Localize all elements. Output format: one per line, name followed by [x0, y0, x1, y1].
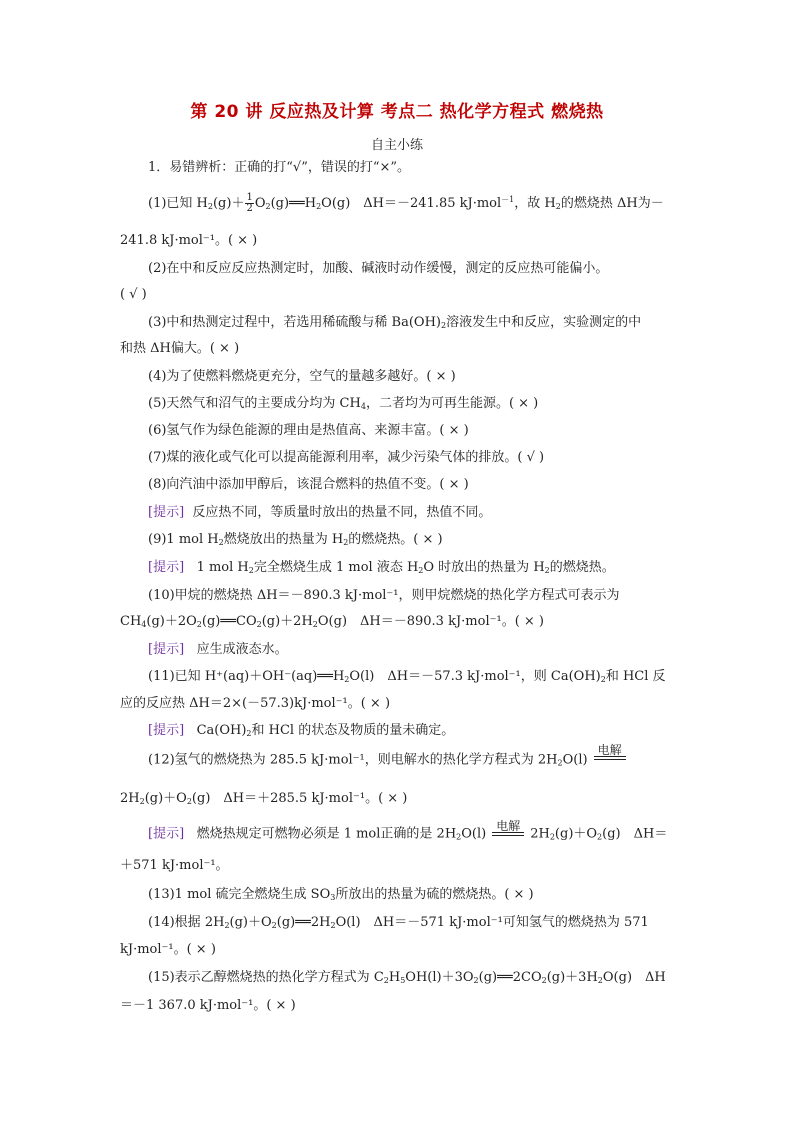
hint-label: [提示]	[148, 826, 185, 842]
hint-11: [提示] $Ca(OH)_2$和 HCl 的状态及物质的量未确定。	[148, 723, 455, 738]
question-7: (7)煤的液化或气化可以提高能源利用率，减少污染气体的排放。( √ )	[148, 450, 545, 465]
page-title: 第 20 讲 反应热及计算 考点二 热化学方程式 燃烧热	[190, 102, 604, 122]
question-5: (5)天然气和沼气的主要成分均为 $CH_4$，二者均为可再生能源。( × )	[148, 396, 539, 411]
electrolysis-arrow: 电解	[594, 744, 626, 760]
question-11-line-1: (11)已知 $H^+(aq)+OH^-(aq)══H_2O(l)$ ΔH＝－57.3 kJ·mol⁻¹，则 $Ca(OH)_2$和 HCl 反	[148, 669, 666, 684]
question-9: (9)1 mol $H_2$燃烧放出的热量为 $H_2$的燃烧热。( × )	[148, 532, 443, 547]
hint-10: [提示] 应生成液态水。	[148, 642, 288, 657]
question-1-line-1: (1)已知 $H_2(g)+$ $\frac{1}{2}$ $O_2(g)══H_2O(g)$ ΔH＝－241.85 kJ·mol$^{-1}$，故 $H_2$的燃烧热 ΔH为－	[148, 192, 664, 214]
question-1-line-2: 241.8 kJ·mol⁻¹。( × )	[120, 233, 258, 248]
question-14-line-1: (14)根据 $2H_2(g)+O_2(g)══2H_2O(l)$ ΔH＝－571 kJ·mol⁻¹可知氢气的燃烧热为 571	[148, 915, 649, 930]
question-3-line-2: 和热 ΔH偏大。( × )	[120, 341, 240, 356]
section-subtitle: 自主小练	[370, 138, 423, 153]
question-8: (8)向汽油中添加甲醇后，该混合燃料的热值不变。( × )	[148, 477, 469, 492]
hint-8: [提示] 反应热不同，等质量时放出的热量不同，热值不同。	[148, 505, 492, 520]
question-2-line-1: (2)在中和反应反应热测定时，加酸、碱液时动作缓慢，测定的反应热可能偏小。	[148, 261, 609, 276]
question-4: (4)为了使燃料燃烧更充分，空气的量越多越好。( × )	[148, 369, 456, 384]
hint-label: [提示]	[148, 505, 185, 520]
question-10-line-1: (10)甲烷的燃烧热 ΔH＝－890.3 kJ·mol⁻¹，则甲烷燃烧的热化学方程式可表示为	[148, 588, 620, 603]
question-10-line-2: $CH_4(g)+2O_2(g)══CO_2(g)+2H_2O(g)$ ΔH＝－890.3 kJ·mol⁻¹。( × )	[120, 614, 544, 629]
question-13: (13)1 mol 硫完全燃烧生成 $SO_3$所放出的热量为硫的燃烧热。( × )	[148, 887, 534, 902]
electrolysis-arrow: 电解	[492, 820, 524, 836]
question-14-line-2: kJ·mol⁻¹。( × )	[120, 942, 216, 957]
question-15-line-2: ＝－1 367.0 kJ·mol⁻¹。( × )	[120, 998, 296, 1013]
fraction-one-half: $\frac{1}{2}$	[246, 192, 253, 214]
hint-12-line-2: ＋571 kJ·mol⁻¹。	[120, 858, 229, 873]
question-12-line-2: $2H_2(g)+O_2(g)$ ΔH＝＋285.5 kJ·mol⁻¹。( × )	[120, 791, 408, 806]
hint-label: [提示]	[148, 642, 185, 657]
question-3-line-1: (3)中和热测定过程中，若选用稀硫酸与稀 $Ba(OH)_2$溶液发生中和反应，实验测定的中	[148, 315, 642, 330]
hint-9: [提示] 1 mol $H_2$完全燃烧生成 1 mol 液态 $H_2O$ 时放出的热量为 $H_2$的燃烧热。	[148, 560, 615, 575]
intro-text: 1．易错辨析：正确的打“√”，错误的打“×”。	[148, 160, 411, 175]
question-2-line-2: ( √ )	[120, 287, 147, 302]
hint-label: [提示]	[148, 560, 185, 575]
question-11-line-2: 应的反应热 ΔH＝2×(－57.3)kJ·mol⁻¹。( × )	[120, 696, 391, 711]
question-6: (6)氢气作为绿色能源的理由是热值高、来源丰富。( × )	[148, 423, 469, 438]
hint-label: [提示]	[148, 723, 185, 738]
question-15-line-1: (15)表示乙醇燃烧热的热化学方程式为 $C_2H_5OH(l)+3O_2(g)══2CO_2(g)+3H_2O(g)$ ΔH	[148, 970, 666, 985]
hint-12-line-1: [提示] 燃烧热规定可燃物必须是 1 mol正确的是 $2H_2O(l)$ 电解 $2H_2(g)+O_2(g)$ ΔH＝	[148, 819, 668, 842]
question-12-line-1: (12)氢气的燃烧热为 285.5 kJ·mol⁻¹，则电解水的热化学方程式为 $2H_2O(l)$ 电解	[148, 752, 632, 772]
